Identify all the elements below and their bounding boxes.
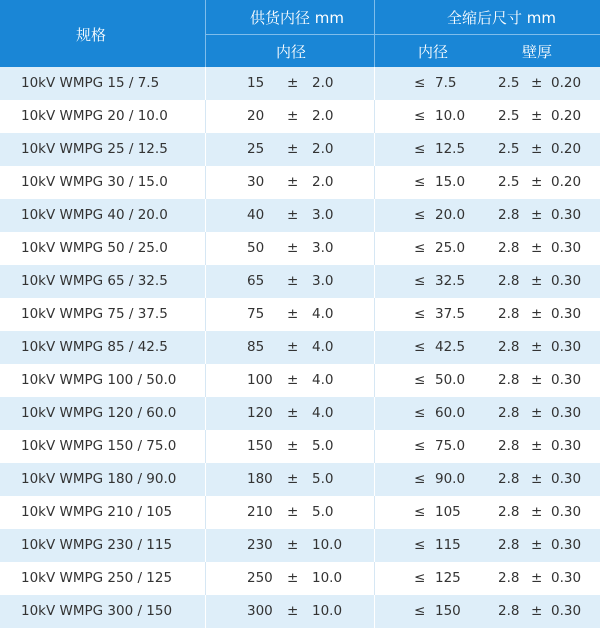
shrunk-inner-cell: 50.0: [435, 372, 466, 388]
supply-inner-cell: 150: [247, 438, 273, 454]
wall-thickness-cell: 2.8: [498, 372, 520, 388]
spec-cell: 10kV WMPG 20 / 10.0: [21, 108, 168, 124]
header-spec-label: 规格: [76, 26, 107, 44]
supply-inner-cell: 25: [247, 141, 265, 157]
shrunk-inner-cell: 10.0: [435, 108, 466, 124]
column-divider: [205, 397, 206, 430]
spec-cell: 10kV WMPG 210 / 105: [21, 504, 173, 520]
column-divider: [374, 364, 375, 397]
supply-tolerance-cell: 3.0: [312, 240, 334, 256]
spec-cell: 10kV WMPG 120 / 60.0: [21, 405, 177, 421]
wall-thickness-cell: 2.8: [498, 339, 520, 355]
column-divider: [205, 364, 206, 397]
supply-inner-cell: 15: [247, 75, 265, 91]
le-symbol-cell: ≤: [414, 570, 426, 586]
spec-cell: 10kV WMPG 65 / 32.5: [21, 273, 168, 289]
le-symbol-cell: ≤: [414, 537, 426, 553]
supply-pm-cell: ±: [287, 372, 299, 388]
supply-tolerance-cell: 4.0: [312, 405, 334, 421]
shrunk-inner-cell: 32.5: [435, 273, 466, 289]
le-symbol-cell: ≤: [414, 174, 426, 190]
wall-tolerance-cell: 0.30: [551, 603, 582, 619]
wall-pm-cell: ±: [531, 537, 543, 553]
le-symbol-cell: ≤: [414, 372, 426, 388]
column-divider: [374, 199, 375, 232]
table-row: [0, 397, 600, 430]
supply-inner-cell: 40: [247, 207, 265, 223]
shrunk-inner-cell: 105: [435, 504, 461, 520]
le-symbol-cell: ≤: [414, 603, 426, 619]
supply-inner-cell: 85: [247, 339, 265, 355]
supply-pm-cell: ±: [287, 339, 299, 355]
supply-inner-cell: 250: [247, 570, 273, 586]
column-divider: [374, 397, 375, 430]
supply-inner-cell: 65: [247, 273, 265, 289]
header-supply-cell: [206, 0, 374, 67]
wall-pm-cell: ±: [531, 603, 543, 619]
wall-tolerance-cell: 0.30: [551, 471, 582, 487]
spec-cell: 10kV WMPG 250 / 125: [21, 570, 173, 586]
supply-pm-cell: ±: [287, 75, 299, 91]
le-symbol-cell: ≤: [414, 207, 426, 223]
supply-inner-cell: 50: [247, 240, 265, 256]
wall-tolerance-cell: 0.30: [551, 537, 582, 553]
column-divider: [205, 133, 206, 166]
spec-cell: 10kV WMPG 25 / 12.5: [21, 141, 168, 157]
wall-tolerance-cell: 0.30: [551, 372, 582, 388]
spec-cell: 10kV WMPG 150 / 75.0: [21, 438, 177, 454]
shrunk-inner-cell: 90.0: [435, 471, 466, 487]
shrunk-inner-cell: 42.5: [435, 339, 466, 355]
supply-pm-cell: ±: [287, 438, 299, 454]
table-row: [0, 496, 600, 529]
supply-tolerance-cell: 2.0: [312, 108, 334, 124]
column-divider: [205, 529, 206, 562]
column-divider: [205, 331, 206, 364]
header-shrink-inner: 内径: [418, 43, 449, 61]
table-row: [0, 463, 600, 496]
supply-tolerance-cell: 10.0: [312, 537, 343, 553]
column-divider: [374, 463, 375, 496]
column-divider: [205, 166, 206, 199]
wall-pm-cell: ±: [531, 306, 543, 322]
column-divider: [205, 232, 206, 265]
column-divider: [205, 562, 206, 595]
supply-pm-cell: ±: [287, 108, 299, 124]
shrunk-inner-cell: 15.0: [435, 174, 466, 190]
supply-inner-cell: 75: [247, 306, 265, 322]
wall-pm-cell: ±: [531, 372, 543, 388]
supply-inner-cell: 230: [247, 537, 273, 553]
supply-tolerance-cell: 3.0: [312, 273, 334, 289]
wall-thickness-cell: 2.8: [498, 471, 520, 487]
column-divider: [374, 133, 375, 166]
wall-thickness-cell: 2.8: [498, 603, 520, 619]
spec-cell: 10kV WMPG 75 / 37.5: [21, 306, 168, 322]
supply-pm-cell: ±: [287, 537, 299, 553]
le-symbol-cell: ≤: [414, 504, 426, 520]
header-spec-cell: [0, 0, 205, 67]
le-symbol-cell: ≤: [414, 141, 426, 157]
wall-pm-cell: ±: [531, 273, 543, 289]
supply-tolerance-cell: 10.0: [312, 570, 343, 586]
supply-pm-cell: ±: [287, 570, 299, 586]
column-divider: [374, 430, 375, 463]
wall-thickness-cell: 2.8: [498, 438, 520, 454]
supply-pm-cell: ±: [287, 207, 299, 223]
table-row: [0, 562, 600, 595]
column-divider: [374, 562, 375, 595]
supply-tolerance-cell: 4.0: [312, 306, 334, 322]
supply-inner-cell: 30: [247, 174, 265, 190]
table-row: [0, 133, 600, 166]
supply-inner-cell: 100: [247, 372, 273, 388]
column-divider: [205, 496, 206, 529]
supply-tolerance-cell: 2.0: [312, 174, 334, 190]
wall-tolerance-cell: 0.20: [551, 108, 582, 124]
wall-pm-cell: ±: [531, 207, 543, 223]
le-symbol-cell: ≤: [414, 339, 426, 355]
supply-inner-cell: 180: [247, 471, 273, 487]
wall-tolerance-cell: 0.30: [551, 240, 582, 256]
wall-thickness-cell: 2.8: [498, 207, 520, 223]
wall-pm-cell: ±: [531, 108, 543, 124]
supply-tolerance-cell: 3.0: [312, 207, 334, 223]
le-symbol-cell: ≤: [414, 306, 426, 322]
wall-pm-cell: ±: [531, 75, 543, 91]
wall-pm-cell: ±: [531, 339, 543, 355]
header-shrink-divider: [375, 34, 600, 35]
spec-cell: 10kV WMPG 230 / 115: [21, 537, 173, 553]
supply-pm-cell: ±: [287, 603, 299, 619]
wall-thickness-cell: 2.8: [498, 405, 520, 421]
spec-cell: 10kV WMPG 300 / 150: [21, 603, 173, 619]
column-divider: [205, 199, 206, 232]
shrunk-inner-cell: 75.0: [435, 438, 466, 454]
column-divider: [374, 100, 375, 133]
supply-tolerance-cell: 2.0: [312, 141, 334, 157]
table-row: [0, 100, 600, 133]
supply-pm-cell: ±: [287, 273, 299, 289]
supply-pm-cell: ±: [287, 306, 299, 322]
supply-tolerance-cell: 4.0: [312, 339, 334, 355]
table-row: [0, 595, 600, 628]
wall-pm-cell: ±: [531, 570, 543, 586]
column-divider: [374, 331, 375, 364]
wall-thickness-cell: 2.5: [498, 141, 520, 157]
header-shrink-cell: [375, 0, 600, 67]
wall-pm-cell: ±: [531, 174, 543, 190]
shrunk-inner-cell: 20.0: [435, 207, 466, 223]
wall-thickness-cell: 2.5: [498, 174, 520, 190]
wall-thickness-cell: 2.5: [498, 108, 520, 124]
column-divider: [205, 265, 206, 298]
le-symbol-cell: ≤: [414, 108, 426, 124]
wall-pm-cell: ±: [531, 504, 543, 520]
column-divider: [374, 298, 375, 331]
column-divider: [374, 595, 375, 628]
wall-pm-cell: ±: [531, 405, 543, 421]
le-symbol-cell: ≤: [414, 240, 426, 256]
column-divider: [374, 67, 375, 100]
supply-tolerance-cell: 10.0: [312, 603, 343, 619]
table-row: [0, 199, 600, 232]
header-shrink-wall: 壁厚: [522, 43, 553, 61]
supply-tolerance-cell: 4.0: [312, 372, 334, 388]
wall-pm-cell: ±: [531, 240, 543, 256]
supply-tolerance-cell: 5.0: [312, 438, 334, 454]
shrunk-inner-cell: 12.5: [435, 141, 466, 157]
header-supply-inner: 内径: [276, 43, 307, 61]
table-row: [0, 67, 600, 100]
table-row: [0, 529, 600, 562]
spec-cell: 10kV WMPG 50 / 25.0: [21, 240, 168, 256]
supply-inner-cell: 210: [247, 504, 273, 520]
wall-thickness-cell: 2.8: [498, 537, 520, 553]
wall-thickness-cell: 2.5: [498, 75, 520, 91]
spec-cell: 10kV WMPG 85 / 42.5: [21, 339, 168, 355]
supply-pm-cell: ±: [287, 471, 299, 487]
wall-tolerance-cell: 0.30: [551, 504, 582, 520]
wall-tolerance-cell: 0.20: [551, 174, 582, 190]
spec-cell: 10kV WMPG 40 / 20.0: [21, 207, 168, 223]
spec-cell: 10kV WMPG 30 / 15.0: [21, 174, 168, 190]
supply-pm-cell: ±: [287, 240, 299, 256]
wall-thickness-cell: 2.8: [498, 240, 520, 256]
supply-inner-cell: 300: [247, 603, 273, 619]
wall-tolerance-cell: 0.30: [551, 306, 582, 322]
wall-tolerance-cell: 0.20: [551, 75, 582, 91]
table-row: [0, 232, 600, 265]
le-symbol-cell: ≤: [414, 75, 426, 91]
wall-thickness-cell: 2.8: [498, 570, 520, 586]
shrunk-inner-cell: 115: [435, 537, 461, 553]
supply-pm-cell: ±: [287, 141, 299, 157]
column-divider: [205, 67, 206, 100]
wall-tolerance-cell: 0.30: [551, 570, 582, 586]
wall-pm-cell: ±: [531, 438, 543, 454]
table-row: [0, 331, 600, 364]
supply-tolerance-cell: 5.0: [312, 504, 334, 520]
supply-pm-cell: ±: [287, 405, 299, 421]
supply-inner-cell: 120: [247, 405, 273, 421]
header-supply-title: 供货内径 mm: [250, 9, 344, 27]
column-divider: [205, 430, 206, 463]
column-divider: [374, 232, 375, 265]
column-divider: [374, 166, 375, 199]
table-row: [0, 364, 600, 397]
table-row: [0, 430, 600, 463]
wall-tolerance-cell: 0.30: [551, 207, 582, 223]
shrunk-inner-cell: 60.0: [435, 405, 466, 421]
column-divider: [205, 595, 206, 628]
wall-pm-cell: ±: [531, 471, 543, 487]
wall-pm-cell: ±: [531, 141, 543, 157]
wall-thickness-cell: 2.8: [498, 504, 520, 520]
wall-tolerance-cell: 0.20: [551, 141, 582, 157]
column-divider: [205, 298, 206, 331]
column-divider: [374, 529, 375, 562]
column-divider: [374, 496, 375, 529]
le-symbol-cell: ≤: [414, 405, 426, 421]
shrunk-inner-cell: 25.0: [435, 240, 466, 256]
spec-cell: 10kV WMPG 180 / 90.0: [21, 471, 177, 487]
column-divider: [205, 100, 206, 133]
column-divider: [205, 463, 206, 496]
le-symbol-cell: ≤: [414, 273, 426, 289]
supply-tolerance-cell: 5.0: [312, 471, 334, 487]
wall-tolerance-cell: 0.30: [551, 273, 582, 289]
supply-inner-cell: 20: [247, 108, 265, 124]
shrunk-inner-cell: 7.5: [435, 75, 457, 91]
column-divider: [374, 265, 375, 298]
wall-tolerance-cell: 0.30: [551, 405, 582, 421]
header-shrink-title: 全缩后尺寸 mm: [447, 9, 556, 27]
wall-tolerance-cell: 0.30: [551, 438, 582, 454]
shrunk-inner-cell: 37.5: [435, 306, 466, 322]
le-symbol-cell: ≤: [414, 471, 426, 487]
shrunk-inner-cell: 150: [435, 603, 461, 619]
le-symbol-cell: ≤: [414, 438, 426, 454]
wall-thickness-cell: 2.8: [498, 306, 520, 322]
table-body: [0, 67, 600, 628]
wall-thickness-cell: 2.8: [498, 273, 520, 289]
spec-cell: 10kV WMPG 100 / 50.0: [21, 372, 177, 388]
table-row: [0, 298, 600, 331]
header-supply-divider: [206, 34, 374, 35]
shrunk-inner-cell: 125: [435, 570, 461, 586]
spec-cell: 10kV WMPG 15 / 7.5: [21, 75, 160, 91]
supply-pm-cell: ±: [287, 504, 299, 520]
supply-tolerance-cell: 2.0: [312, 75, 334, 91]
supply-pm-cell: ±: [287, 174, 299, 190]
table-row: [0, 166, 600, 199]
wall-tolerance-cell: 0.30: [551, 339, 582, 355]
table-row: [0, 265, 600, 298]
